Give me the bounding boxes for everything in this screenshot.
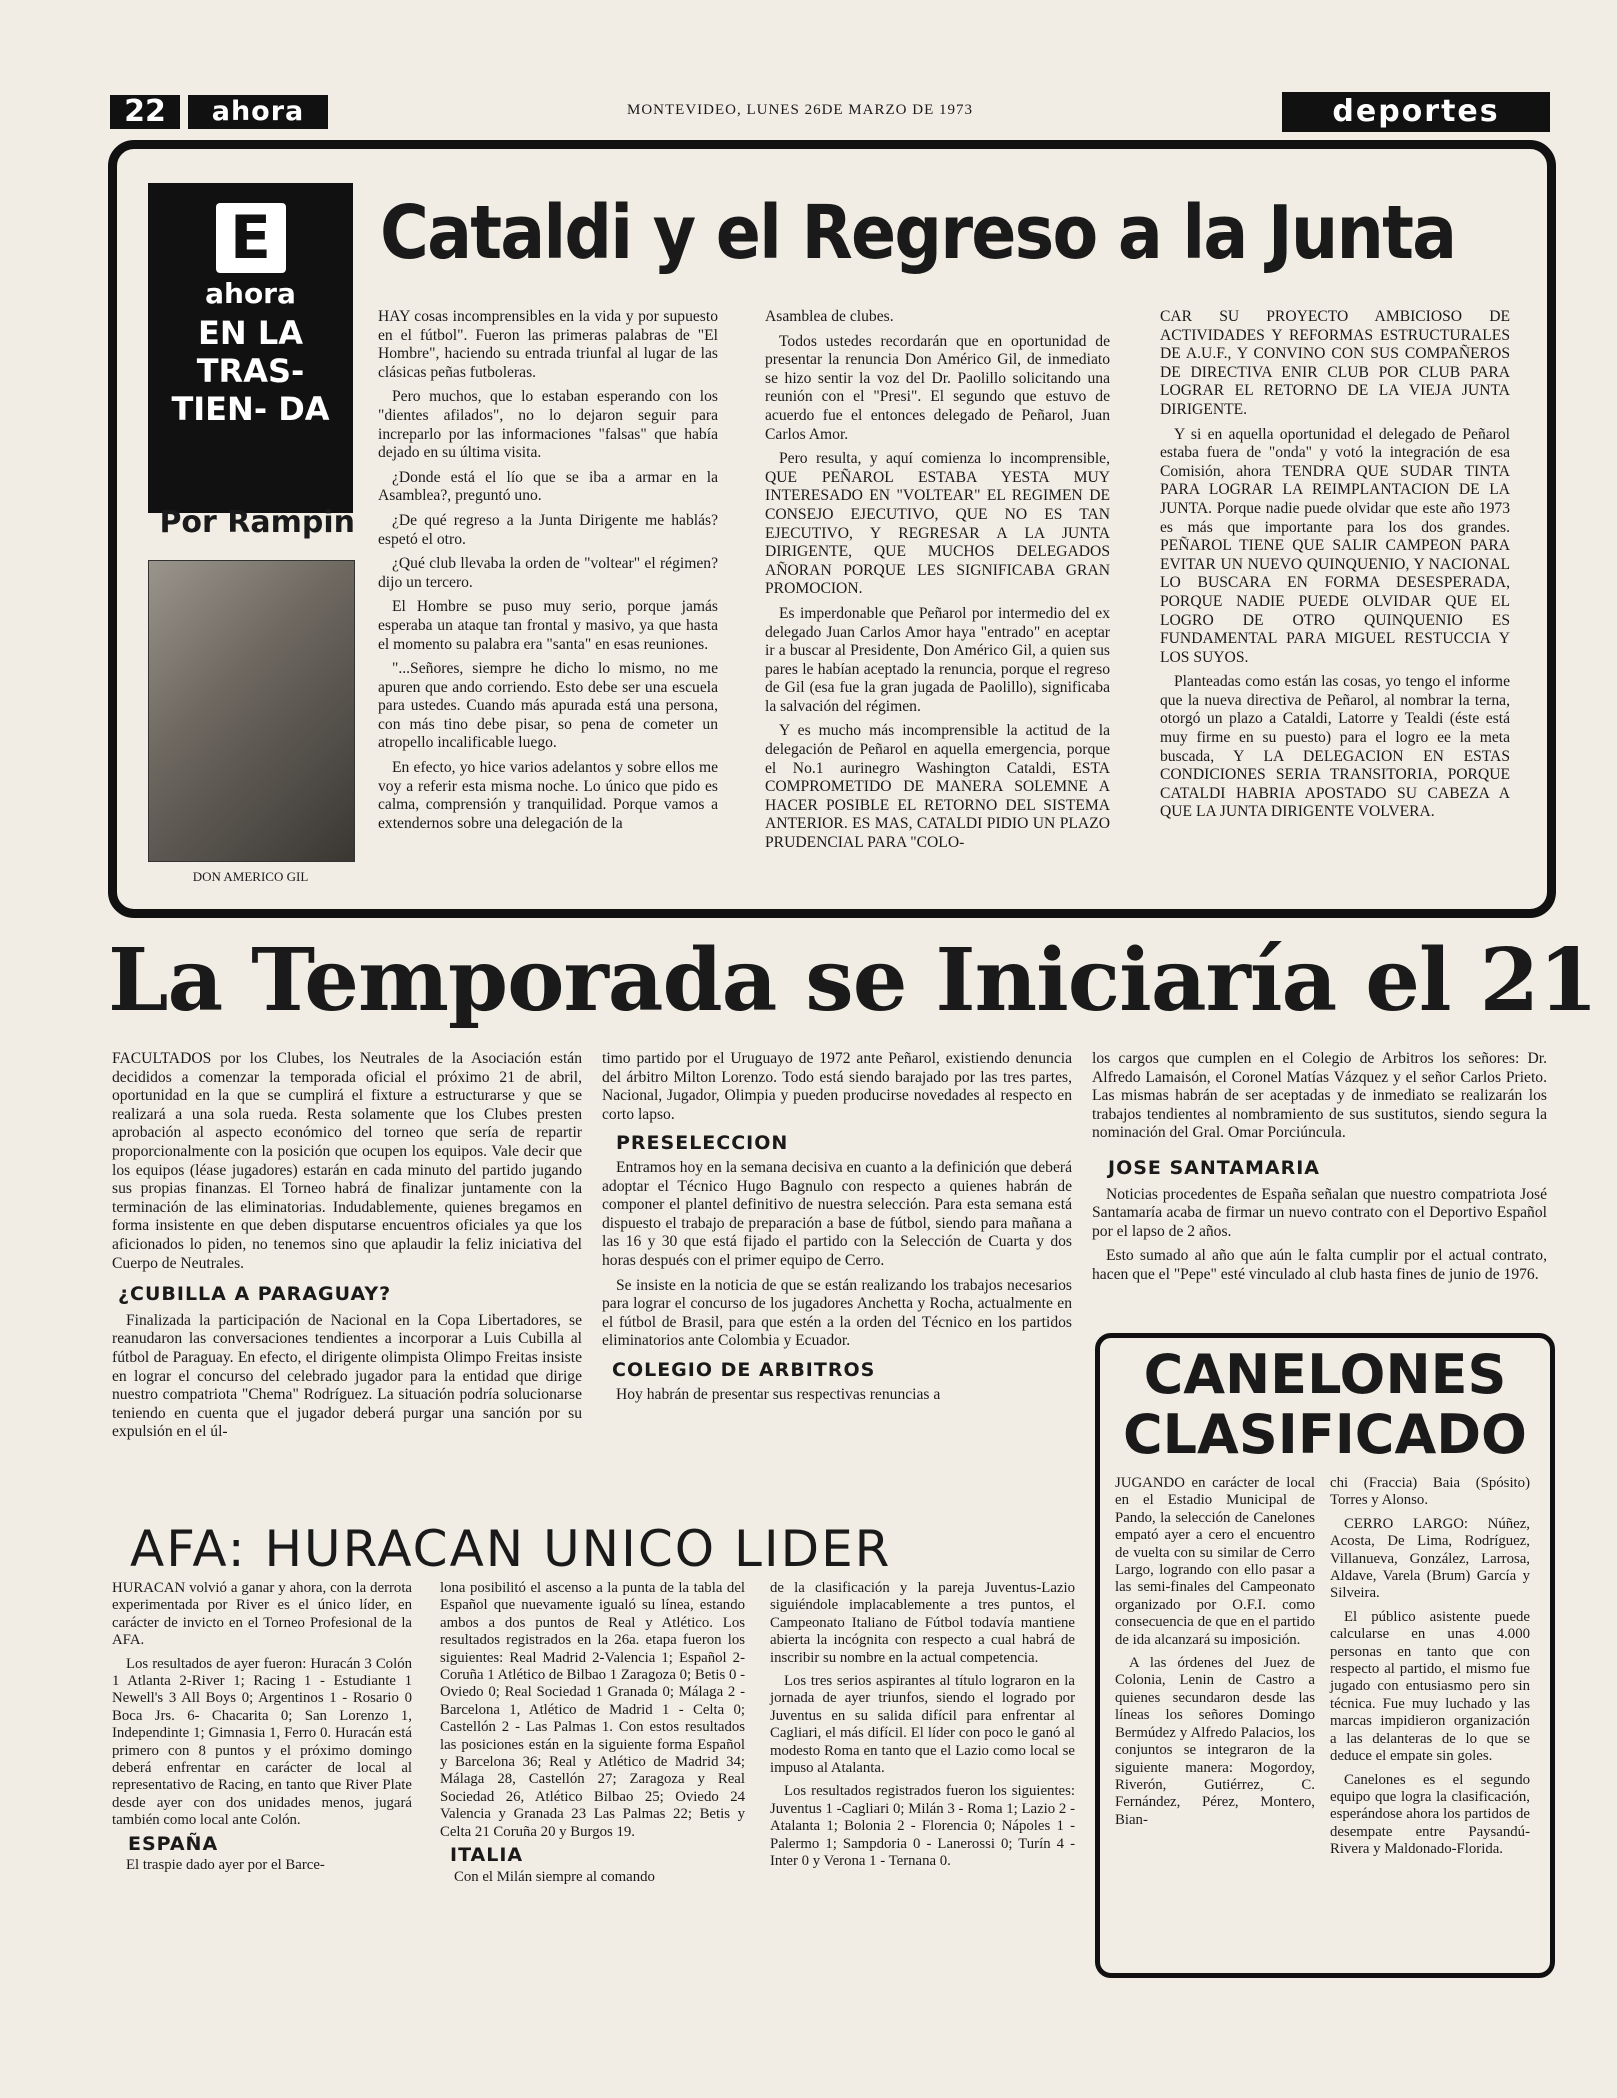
paragraph: Finalizada la participación de Nacional en la Copa Libertadores, se reanudaron las conversaciones tendientes a incorporar a Luis Cubilla al fútbol de Paraguay. En efecto, el dirigente olimpista Olimpo Freitas insiste en lograr el concurso del celebrado jugador para la entidad que dirige nuestro compatriota "Chema" Rodríguez. La situación podría solucionarse teniendo en cuenta que el jugador deberá purgar una sanción por su expulsión en el úl- (112, 1311, 582, 1441)
feature-column-3 (1160, 308, 1510, 828)
masthead-brand: ahora (188, 95, 328, 129)
paragraph: El público asistente puede calcularse en unas 4.000 personas en tanto que con respecto al partido, el mismo fue jugado con entusiasmo pero sin técnica. Fue muy luchado y las marcas impidieron organización a las delanteras de lo que se deduce el empate sin goles. (1330, 1608, 1530, 1765)
temporada-column-3 (1092, 1050, 1547, 1291)
canelones-headline (1110, 1345, 1540, 1465)
paragraph: Entramos hoy en la semana decisiva en cuanto a la definición que deberá adoptar el Técnico Hugo Bagnulo con respecto a quienes habrán de componer el plantel definitivo de nuestra selección. Para esta semana está dispuesto el trabajo de preparación a base de fútbol, siendo para mañana a las 16 y 30 que está fijado el partido con la Selección de Cuarta y dos horas después con el primer equipo de Cerro. (602, 1158, 1072, 1269)
canelones-title-line-1: CANELONES (1143, 1343, 1507, 1406)
logo-column-name: EN LA TRAS- TIEN- DA (171, 314, 330, 428)
paragraph: Es imperdonable que Peñarol por intermedio del ex delegado Juan Carlos Amor haya "entrado" en aceptar ir a buscar al Presidente, Don Américo Gil, a quien sus pares le habían aceptado la renuncia, porque el regreso de Gil (esa fue la gran jugada de Paolillo), significaba la salvación del régimen. (765, 604, 1110, 715)
portrait-photo (148, 560, 355, 862)
feature-headline: Cataldi y el Regreso a la Junta (380, 190, 1456, 276)
paragraph: chi (Fraccia) Baia (Spósito) Torres y Alonso. (1330, 1475, 1530, 1509)
paragraph: HAY cosas incomprensibles en la vida y por supuesto en el fútbol". Fueron las primeras palabras de "El Hombre", haciendo su entrada triunfal al lugar de las clásicas peñas futboleras. (378, 308, 718, 381)
paragraph: Canelones es el segundo equipo que logra la clasificación, esperándose ahora los partidos de desempate entre Paysandú-Rivera y Maldonado-Florida. (1330, 1771, 1530, 1858)
preseleccion-subhead: PRESELECCION (616, 1132, 789, 1155)
paragraph: Esto sumado al año que aún le falta cumplir por el actual contrato, hacen que el "Pepe" esté vinculado al club hasta fines de junio de 1976. (1092, 1247, 1547, 1283)
canelones-column-1 (1115, 1475, 1315, 1835)
paragraph: Pero muchos, que lo estaban esperando con los "dientes afilados", no lo dejaron seguir para increparlo por las informaciones "falsas" que había dejado en su última visita. (378, 388, 718, 462)
paragraph: FACULTADOS por los Clubes, los Neutrales de la Asociación están decididos a comenzar la temporada oficial el próximo 21 de abril, oportunidad en la que se cumplirá el fixture a estructurarse y que se realizará a una sola rueda. Resta solamente que los Clubes presten aprobación al aspecto económico del torneo que sería de repartir proporcionalmente con la posición que ocupen los equipos. Vale decir que los equipos (léase jugadores) estarán en cada minuto del partido jugando sus propias finanzas. El Torneo habrá de finalizar juntamente con la terminación de las eliminatorias. Indudablemente, quienes bregamos en forma insistente en que deben disputarse encuentros oficiales ya que los aficionados lo piden, no tenemos sino que aplaudir la feliz iniciativa del Cuerpo de Neutrales. (112, 1050, 582, 1272)
paragraph: Asamblea de clubes. (765, 308, 894, 325)
santamaria-subhead: JOSE SANTAMARIA (1108, 1156, 1320, 1179)
paragraph: En efecto, yo hice varios adelantos y sobre ellos me voy a referir esta misma noche. Lo único que pido es calma, comprensión y tranquilidad. Porque vamos a extendernos sobre una delegación de la (378, 759, 718, 832)
temporada-headline: La Temporada se Iniciaría el 21 (108, 930, 1598, 1031)
canelones-column-2 (1330, 1475, 1530, 1865)
canelones-title-line-2: CLASIFICADO (1123, 1403, 1527, 1466)
section-label: deportes (1282, 92, 1550, 132)
paragraph: Y es mucho más incomprensible la actitud de la delegación de Peñarol en aquella emergencia, porque el No.1 aurinegro Washington Cataldi, ESTA COMPROMETIDO DE MANERA SOLEMNE A HACER POSIBLE EL RETORNO DEL SISTEMA ANTERIOR. ES MAS, CATALDI PIDIO UN PLAZO PRUDENCIAL PARA "COLO- (765, 722, 1110, 852)
paragraph: Se insiste en la noticia de que se están realizando los trabajos necesarios para lograr el concurso de los jugadores Anchetta y Rocha, actualmente en el fútbol de Brasil, para que estén a la orden del Técnico en los partidos eliminatorios ante Colombia y Ecuador. (602, 1276, 1072, 1350)
paragraph: los cargos que cumplen en el Colegio de Arbitros los señores: Dr. Alfredo Lamaisón, el Coronel Matías Vázquez y el señor Carlos Prieto. Las mismas habrán de ser aceptadas y de inmediato se realizarán los trabajos tendientes al nombramiento de sus sustitutos, siendo segura la nominación del Gral. Omar Porciúncula. (1092, 1050, 1547, 1142)
cubilla-subhead: ¿CUBILLA A PARAGUAY? (118, 1283, 392, 1306)
paragraph: Todos ustedes recordarán que en oportunidad de presentar la renuncia Don Américo Gil, de inmediato se hizo sentir la voz del Dr. Paolillo solicitando una reunión con el "Presi". El segundo que estuvo de acuerdo fue el entonces delegado de Peñarol, Juan Carlos Amor. (765, 332, 1110, 443)
paragraph: Pero resulta, y aquí comienza lo incomprensible, QUE PEÑAROL ESTABA YESTA MUY INTERESADO EN "VOLTEAR" EL REGIMEN DE CONSEJO EJECUTIVO, QUE NO ES TAN EJECUTIVO, Y REGRESAR A LA JUNTA DIRIGENTE, QUE MUCHOS DELEGADOS AÑORAN PORQUE LES SIGNIFICABA GRAN PROMOCION. (765, 450, 1110, 598)
afa-column-3 (770, 1580, 1075, 1877)
temporada-column-2 (602, 1050, 1072, 1410)
paragraph: Los resultados de ayer fueron: Huracán 3 Colón 1 Atlanta 2-River 1; Racing 1 - Estudiante 1 Newell's 3 All Boys 0; Argentinos 1 - Rosario 0 Boca Jrs. 6- Chacarita 0; San Lorenzo 1, Independinte 1; Gimnasia 1, Ferro 0. Huracán está primero con 8 puntos y el próximo domingo deberá enfrentar en carácter de local al representativo de Racing, en tanto que River Plate desde ayer con dos unidades menos, jugará también como local ante Colón. (112, 1655, 412, 1829)
temporada-column-1 (112, 1050, 582, 1448)
paragraph: Hoy habrán de presentar sus respectivas renuncias a (616, 1385, 941, 1403)
paragraph: El Hombre se puso muy serio, porque jamás esperaba un ataque tan frontal y masivo, ya que hasta el momento su palabra era "santa" en esas reuniones. (378, 598, 718, 653)
paragraph: ¿De qué regreso a la Junta Dirigente me hablás? espetó el otro. (378, 511, 718, 548)
afa-column-1 (112, 1580, 412, 1881)
paragraph: "...Señores, siempre he dicho lo mismo, no me apuren que ando corriendo. Esto debe ser una escuela para ustedes. Cuando más apurada está una persona, con más tino debe pisar, so pena de cometer un atropello incalificable luego. (378, 660, 718, 752)
paragraph: Los tres serios aspirantes al título lograron en la jornada de ayer triunfos, siendo el logrado por Juventus en su salida difícil para enfrentar al Cagliari, el más difícil. El líder con poco le ganó al modesto Roma en tanto que el Lazio como local se impuso al Atalanta. (770, 1673, 1075, 1777)
feature-column-1 (378, 308, 718, 839)
paragraph: CERRO LARGO: Núñez, Acosta, De Lima, Rodríguez, Villanueva, González, Larrosa, Aldave, Varela (Brum) García y Silveira. (1330, 1515, 1530, 1602)
paragraph: JUGANDO en carácter de local en el Estadio Municipal de Pando, la selección de Canelones empató ayer a cero el encuentro de vuelta con su similar de Cerro Largo, logrando con ello pasar a las semi-finales del Campeonato organizado por O.F.I. como consecuencia de que en el partido de ida alcanzará su imposición. (1115, 1475, 1315, 1648)
colegio-subhead: COLEGIO DE ARBITROS (612, 1358, 876, 1381)
logo-letter: E (216, 203, 286, 273)
paragraph: El traspie dado ayer por el Barce- (126, 1857, 325, 1874)
photo-caption: DON AMERICO GIL (192, 869, 309, 884)
paragraph: A las órdenes del Juez de Colonia, Lenin de Castro a quienes secundaron desde las líneas los señores Domingo Bermúdez y Alfredo Palacios, los conjuntos se integraron de la siguiente manera: Mogordoy, Riverón, Gutiérrez, C. Fernández, Pérez, Montero, Bian- (1115, 1655, 1315, 1828)
afa-headline: AFA: HURACAN UNICO LIDER (130, 1520, 892, 1578)
espana-subhead: ESPAÑA (128, 1832, 219, 1855)
paragraph: ¿Qué club llevaba la orden de "voltear" el régimen? dijo un tercero. (378, 555, 718, 591)
paragraph: CAR SU PROYECTO AMBICIOSO DE ACTIVIDADES Y REFORMAS ESTRUCTURALES DE A.U.F., Y CONVINO CON SUS COMPAÑEROS DE DIRECTIVA ENIR CLUB POR CLUB PARA LOGRAR EL RETORNO DE LA VIEJA JUNTA DIRIGENTE. (1160, 308, 1510, 418)
afa-column-2 (440, 1580, 745, 1892)
logo-ahora: ahora (205, 277, 296, 310)
paragraph: de la clasificación y la pareja Juventus-Lazio siguiéndole implacablemente a tres puntos, el Campeonato Italiano de Fútbol todavía mantiene abierta la incógnita con respecto a cual habrá de inscribir su nombre en la actual competencia. (770, 1580, 1075, 1666)
feature-column-2 (765, 308, 1110, 859)
paragraph: Planteadas como están las cosas, yo tengo el informe que la nueva directiva de Peñarol, al nombrar la terna, otorgó un plazo a Cataldi, Latorre y Tealdi (éste está muy firme en su puesto) para el logro ee la meta buscada, Y LA DELEGACION EN ESTAS CONDICIONES SERIA TRANSITORIA, PORQUE CATALDI HABRIA APOSTADO SU CABEZA A QUE LA JUNTA DIRIGENTE VOLVERA. (1160, 673, 1510, 821)
paragraph: timo partido por el Uruguayo de 1972 ante Peñarol, existiendo denuncia del árbitro Milton Lorenzo. Todo está siendo barajado por las tres partes, Nacional, Jugador, Olimpia y pueden producirse novedades al respecto en corto lapso. (602, 1050, 1072, 1123)
paragraph: Noticias procedentes de España señalan que nuestro compatriota José Santamaría acaba de firmar un nuevo contrato con el Deportivo Español por el lapso de 2 años. (1092, 1185, 1547, 1240)
paragraph: HURACAN volvió a ganar y ahora, con la derrota experimentada por River es el único líder, en carácter de invicto en el Torneo Profesional de la AFA. (112, 1580, 412, 1649)
italia-subhead: ITALIA (450, 1844, 524, 1867)
page-number: 22 (110, 95, 180, 129)
paragraph: lona posibilitó el ascenso a la punta de la tabla del Español que nuevamente igualó su línea, estando ambos a dos puntos de Real y Atlético. Los resultados registrados en la 26a. etapa fueron los siguientes: Real Madrid 2-Valencia 1; Español 2-Coruña 1 Atlético de Bilbao 1 Zaragoza 0; Betis 0 - Oviedo 0; Real Sociedad 1 Granada 0; Málaga 2 - Barcelona 1, Atlético de Madrid 1 - Celta 0; Castellón 2 - Las Palmas 1. Con estos resultados las posiciones están en la siguiente forma Español y Barcelona 36; Real y Atlético de Madrid 34; Málaga 28, Castellón 27; Zaragoza y Real Sociedad 26, Atlético Bilbao 25; Oviedo 24 Valencia y Granada 23 Las Palmas 22; Betis y Celta 21 Coruña 20 y Burgos 19. (440, 1580, 745, 1840)
paragraph: ¿Donde está el lío que se iba a armar en la Asamblea?, preguntó uno. (378, 468, 718, 505)
byline: Por Rampin (159, 505, 355, 540)
paragraph: Con el Milán siempre al comando (454, 1868, 655, 1885)
paragraph: Los resultados registrados fueron los siguientes: Juventus 1 -Cagliari 0; Milán 3 - Roma 1; Lazio 2 - Atalanta 1; Bolonia 2 - Florencia 0; Nápoles 1 - Palermo 1; Sampdoria 0 - Lanerossi 0; Turín 4 - Inter 0 y Verona 1 - Ternana 0. (770, 1783, 1075, 1870)
column-logo (148, 183, 353, 513)
dateline: MONTEVIDEO, LUNES 26DE MARZO DE 1973 (627, 102, 973, 118)
paragraph: Y si en aquella oportunidad el delegado de Peñarol estaba fuera de "onda" y votó la integración de esa Comisión, ahora TENDRA QUE SUDAR TINTA PARA LOGRAR LA REIMPLANTACION DE LA JUNTA. Porque nadie puede olvidar que este año 1973 es más que importante para los dos grandes. PEÑAROL TIENE QUE SALIR CAMPEON PARA EVITAR UN NUEVO QUINQUENIO, Y NACIONAL LO BUSCARA EN FORMA DESESPERADA, PORQUE NADIE PUEDE OLVIDAR QUE EL LOGRO DE OTRO QUINQUENIO ES FUNDAMENTAL PARA MIGUEL RESTUCCIA Y LOS SUYOS. (1160, 425, 1510, 666)
